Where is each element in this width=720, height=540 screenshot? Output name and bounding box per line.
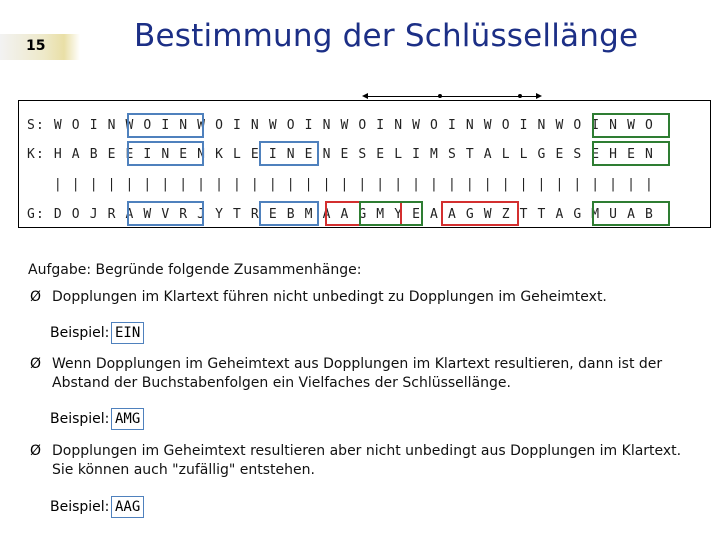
bullet-arrow-icon: Ø [30, 289, 42, 305]
example-1-value: EIN [111, 322, 144, 344]
plaintext-key-row: S: W O I N W O I N W O I N W O I N W O I N W O I N W O I N W O I N W O [27, 118, 654, 133]
slide-number: 15 [26, 38, 46, 54]
example-1-label: Beispiel: [50, 325, 110, 341]
arrow-tick-1 [438, 94, 442, 98]
arrow-right-head [536, 93, 542, 99]
alignment-bars-row: | | | | | | | | | | | | | | | | | | | | | | | | | | | | | | | | | | [27, 177, 654, 192]
ciphertext-row: G: D O J R A W V R J Y T R E B M A A G M Y E A A G W Z T T A G M U A B [27, 207, 654, 222]
vigenere-table [18, 100, 711, 228]
bullet-arrow-icon: Ø [30, 443, 42, 459]
point-2-line-2: Abstand der Buchstabenfolgen ein Vielfaches der Schlüssellänge. [52, 375, 511, 391]
task-heading: Aufgabe: Begründe folgende Zusammenhänge: [28, 262, 362, 278]
example-3-label: Beispiel: [50, 499, 110, 515]
point-1-line-1: Dopplungen im Klartext führen nicht unbedingt zu Dopplungen im Geheimtext. [52, 289, 607, 305]
point-2-line-1: Wenn Dopplungen im Geheimtext aus Dopplungen im Klartext resultieren, dann ist der [52, 356, 663, 372]
slide-number-badge [0, 34, 80, 60]
page-title: Bestimmung der Schlüssellänge [134, 18, 639, 54]
arrow-tick-2 [518, 94, 522, 98]
point-3-line-1: Dopplungen im Geheimtext resultieren aber nicht unbedingt aus Dopplungen im Klartext. [52, 443, 682, 459]
arrow-line [366, 96, 538, 97]
example-3-value: AAG [111, 496, 144, 518]
plaintext-row: K: H A B E E I N E N K L E I N E N E S E L I M S T A L L G E S E H E N [27, 147, 654, 162]
point-3-line-2: Sie können auch "zufällig" entstehen. [52, 462, 315, 478]
example-2-label: Beispiel: [50, 411, 110, 427]
bullet-arrow-icon: Ø [30, 356, 42, 372]
example-2-value: AMG [111, 408, 144, 430]
